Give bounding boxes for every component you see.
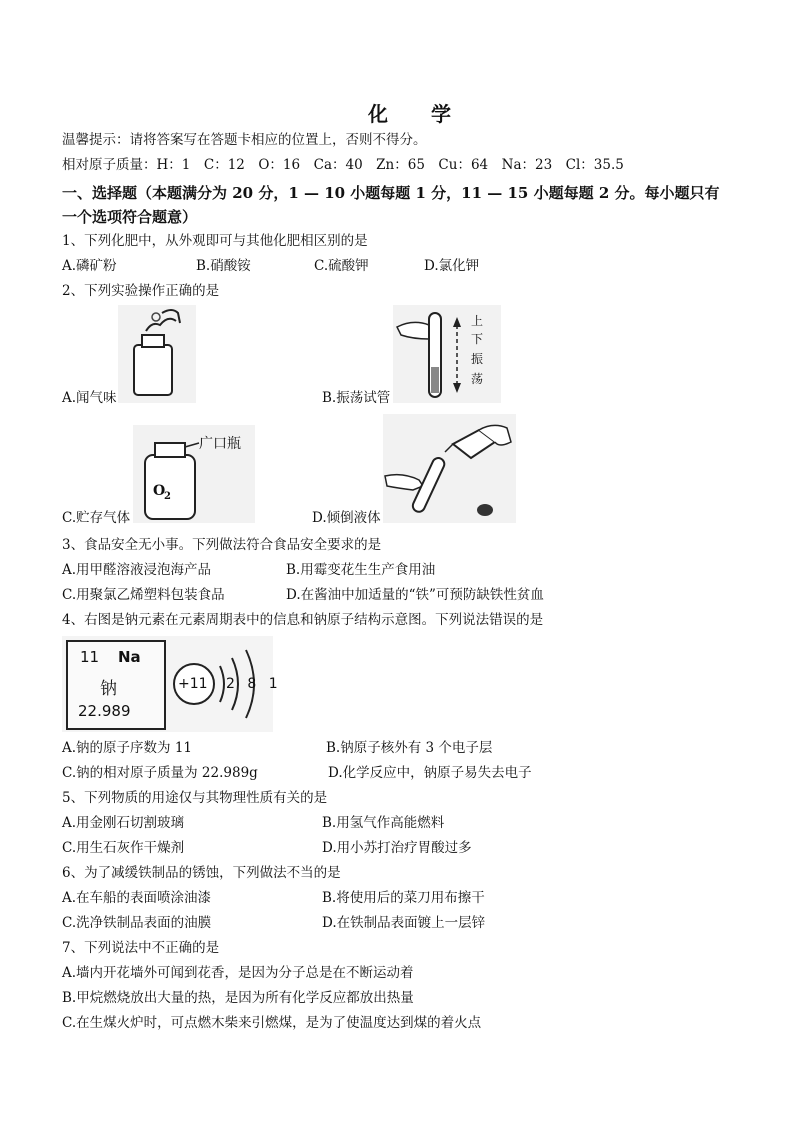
- figure-sodium: [62, 636, 282, 732]
- q1-option-c: C.硫酸钾: [314, 258, 369, 274]
- svg-text:振: 振: [471, 352, 484, 366]
- q3-stem: 3、食品安全无小事。下列做法符合食品安全要求的是: [62, 537, 382, 553]
- q7-option-c: C.在生煤火炉时，可点燃木柴来引燃煤，是为了使温度达到煤的着火点: [62, 1015, 482, 1031]
- q5-option-b: B.用氢气作高能燃料: [322, 815, 445, 831]
- electron-shells: 2 8 1: [226, 676, 282, 692]
- element-symbol: Na: [118, 648, 141, 666]
- q6-option-c: C.洗净铁制品表面的油膜: [62, 915, 212, 931]
- atomic-number: 11: [80, 648, 100, 666]
- q4-option-b: B.钠原子核外有 3 个电子层: [326, 740, 493, 756]
- q4-option-d: D.化学反应中，钠原子易失去电子: [328, 765, 532, 781]
- q1-stem: 1、下列化肥中，从外观即可与其他化肥相区别的是: [62, 233, 368, 249]
- q2-option-c: C.贮存气体: [62, 510, 131, 526]
- q4-stem: 4、右图是钠元素在元素周期表中的信息和钠原子结构示意图。下列说法错误的是: [62, 612, 544, 628]
- q3-option-b: B.用霉变花生生产食用油: [286, 562, 436, 578]
- q3-option-d: D.在酱油中加适量的“铁”可预防缺铁性贫血: [286, 587, 544, 603]
- atomic-mass: 相对原子质量：H：1 C：12 O：16 Ca：40 Zn：65 Cu：64 Na：23 Cl：35.5: [62, 157, 624, 173]
- element-name: 钠: [100, 679, 117, 699]
- q2-option-b: B.振荡试管: [322, 390, 391, 406]
- nucleus-charge: +11: [178, 676, 208, 692]
- q6-option-a: A.在车船的表面喷涂油漆: [62, 890, 212, 906]
- q4-option-a: A.钠的原子序数为 11: [62, 740, 193, 756]
- svg-text:O: O: [153, 483, 166, 499]
- q5-stem: 5、下列物质的用途仅与其物理性质有关的是: [62, 790, 328, 806]
- q3-option-a: A.用甲醛溶液浸泡海产品: [62, 562, 212, 578]
- q7-option-b: B.甲烷燃烧放出大量的热，是因为所有化学反应都放出热量: [62, 990, 414, 1006]
- section-heading-line1: 一、选择题（本题满分为 20 分，1 — 10 小题每题 1 分，11 — 15 小题每题 2 分。每小题只有: [62, 184, 720, 202]
- svg-text:荡: 荡: [471, 372, 484, 386]
- atomic-mass-value: 22.989: [78, 702, 131, 720]
- q5-option-a: A.用金刚石切割玻璃: [62, 815, 185, 831]
- q5-option-d: D.用小苏打治疗胃酸过多: [322, 840, 472, 856]
- q7-stem: 7、下列说法中不正确的是: [62, 940, 220, 956]
- q7-option-a: A.墙内开花墙外可闻到花香，是因为分子总是在不断运动着: [62, 965, 414, 981]
- page-title: 化 学: [368, 102, 469, 126]
- figure-smell-gas: [118, 305, 196, 403]
- q5-option-c: C.用生石灰作干燥剂: [62, 840, 185, 856]
- figure-store-gas: [133, 425, 255, 523]
- q2-option-d: D.倾倒液体: [312, 510, 381, 526]
- notice: 温馨提示：请将答案写在答题卡相应的位置上，否则不得分。: [62, 132, 427, 148]
- figure-label-wide-mouth-bottle: 广口瓶: [199, 436, 241, 452]
- q6-stem: 6、为了减缓铁制品的锈蚀，下列做法不当的是: [62, 865, 341, 881]
- q1-option-a: A.磷矿粉: [62, 258, 117, 274]
- figure-shake-tube: [393, 305, 501, 403]
- svg-text:2: 2: [164, 491, 171, 502]
- svg-text:上: 上: [471, 314, 484, 328]
- svg-text:下: 下: [471, 332, 484, 346]
- periodic-table-cell: [66, 640, 166, 730]
- q6-option-d: D.在铁制品表面镀上一层锌: [322, 915, 486, 931]
- q2-stem: 2、下列实验操作正确的是: [62, 283, 220, 299]
- q6-option-b: B.将使用后的菜刀用布擦干: [322, 890, 485, 906]
- q1-option-b: B.硝酸铵: [196, 258, 251, 274]
- section-heading-line2: 一个选项符合题意）: [62, 208, 198, 226]
- figure-pour-liquid: [383, 414, 516, 523]
- q2-option-a: A.闻气味: [62, 390, 117, 406]
- q4-option-c: C.钠的相对原子质量为 22.989g: [62, 765, 258, 781]
- q3-option-c: C.用聚氯乙烯塑料包装食品: [62, 587, 225, 603]
- q1-option-d: D.氯化钾: [424, 258, 480, 274]
